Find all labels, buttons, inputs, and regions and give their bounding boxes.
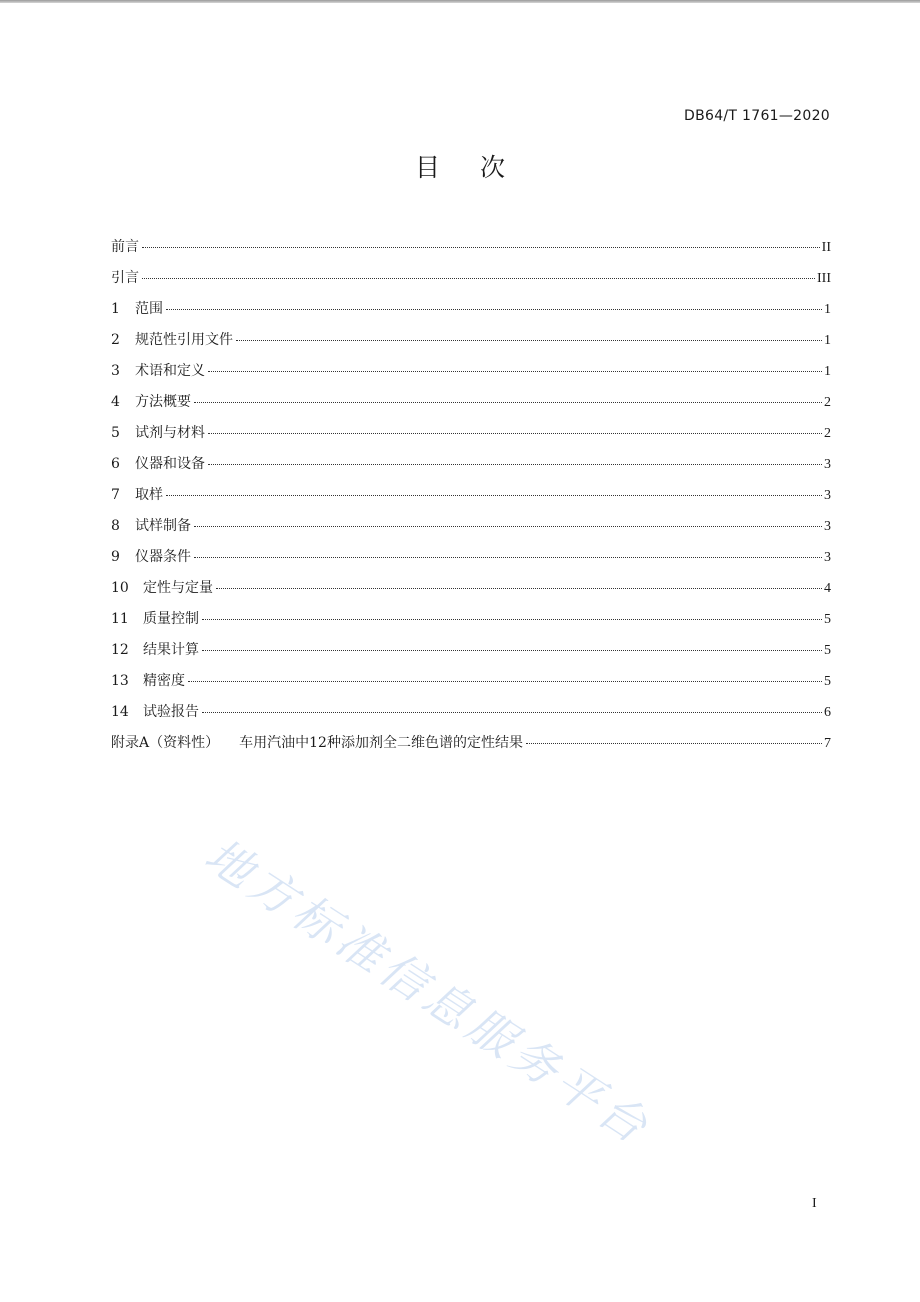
toc-title: 目次 [414,153,545,182]
toc-entry-label: 规范性引用文件 [135,332,233,348]
toc-entry-2[interactable] [111,329,831,360]
toc-entry-label: 术语和定义 [135,363,205,379]
toc-leader-dots [208,433,822,434]
toc-entry-number: 10 [111,580,129,596]
toc-entry-page: 2 [824,395,831,410]
toc-leader-dots [236,340,822,341]
toc-entry-number: 6 [111,456,120,472]
toc-entry-page: 3 [824,519,831,534]
toc-entry-page: 6 [824,705,831,720]
toc-entry-page: 1 [824,364,831,379]
toc-leader-dots [202,619,822,620]
toc-entry-number: 9 [111,549,120,565]
scan-top-edge [0,0,920,3]
toc-entry-label: 结果计算 [143,642,199,658]
toc-leader-dots [142,247,820,248]
toc-entry-number: 8 [111,518,120,534]
toc-entry-1[interactable] [111,298,831,329]
toc-entry-page: 7 [824,736,831,751]
toc-entry-page: 5 [824,674,831,689]
toc-entry-page: 3 [824,488,831,503]
toc-entry-page: II [821,240,831,255]
toc-entry-number: 11 [111,611,129,627]
toc-entry-number: 5 [111,425,120,441]
toc-entry-9[interactable] [111,546,831,577]
document-code: DB64/T 1761—2020 [684,108,830,124]
toc-entry-foreword[interactable] [111,236,831,267]
toc-entry-number: 12 [111,642,129,658]
toc-entry-label: 精密度 [143,673,185,689]
watermark-text: 地方标准信息服务平台 [195,827,662,1157]
toc-entry-14[interactable] [111,701,831,732]
toc-leader-dots [202,712,822,713]
toc-entry-number: 4 [111,394,120,410]
toc-entry-number: 13 [111,673,129,689]
toc-entry-label: 仪器条件 [135,549,191,565]
toc-entry-6[interactable] [111,453,831,484]
toc-entry-label: 试样制备 [135,518,191,534]
toc-entry-13[interactable] [111,670,831,701]
toc-entry-page: 3 [824,457,831,472]
toc-entry-label: 质量控制 [143,611,199,627]
toc-entry-4[interactable] [111,391,831,422]
toc-leader-dots [166,309,822,310]
page-number: I [812,1196,817,1211]
toc-entry-page: 2 [824,426,831,441]
toc-entry-10[interactable] [111,577,831,608]
toc-entry-label: 车用汽油中12种添加剂全二维色谱的定性结果 [239,735,523,751]
toc-leader-dots [166,495,822,496]
toc-entry-page: 5 [824,643,831,658]
toc-entry-label: 定性与定量 [143,580,213,596]
toc-leader-dots [216,588,822,589]
toc-entry-page: III [817,271,831,286]
toc-entry-label: 试验报告 [143,704,199,720]
toc-leader-dots [188,681,822,682]
toc-entry-label: 前言 [111,239,139,255]
toc-entry-11[interactable] [111,608,831,639]
toc-entry-label: 仪器和设备 [135,456,205,472]
toc-entry-12[interactable] [111,639,831,670]
toc-leader-dots [202,650,822,651]
toc-entry-page: 4 [824,581,831,596]
toc-entry-page: 5 [824,612,831,627]
toc-entry-appendix-a[interactable] [111,732,831,763]
toc-entry-number: 2 [111,332,120,348]
toc-entry-label: 试剂与材料 [135,425,205,441]
toc-leader-dots [194,402,822,403]
toc-entry-label: 方法概要 [135,394,191,410]
toc-entry-number: 1 [111,301,120,317]
toc-entry-label: 取样 [135,487,163,503]
toc-entry-label: 范围 [135,301,163,317]
toc-entry-page: 1 [824,302,831,317]
toc-entry-introduction[interactable] [111,267,831,298]
toc-leader-dots [194,526,822,527]
toc-entry-page: 1 [824,333,831,348]
toc-leader-dots [526,743,822,744]
toc-entry-8[interactable] [111,515,831,546]
toc-entry-7[interactable] [111,484,831,515]
toc-entry-number: 7 [111,487,120,503]
toc-leader-dots [208,464,822,465]
toc-entry-page: 3 [824,550,831,565]
table-of-contents [111,236,831,763]
toc-leader-dots [208,371,822,372]
toc-entry-number: 3 [111,363,120,379]
toc-leader-dots [142,278,815,279]
toc-entry-number: 14 [111,704,129,720]
toc-entry-label: 引言 [111,270,139,286]
toc-appendix-prefix: 附录A（资料性） [111,735,220,751]
toc-leader-dots [194,557,822,558]
toc-entry-3[interactable] [111,360,831,391]
toc-entry-5[interactable] [111,422,831,453]
